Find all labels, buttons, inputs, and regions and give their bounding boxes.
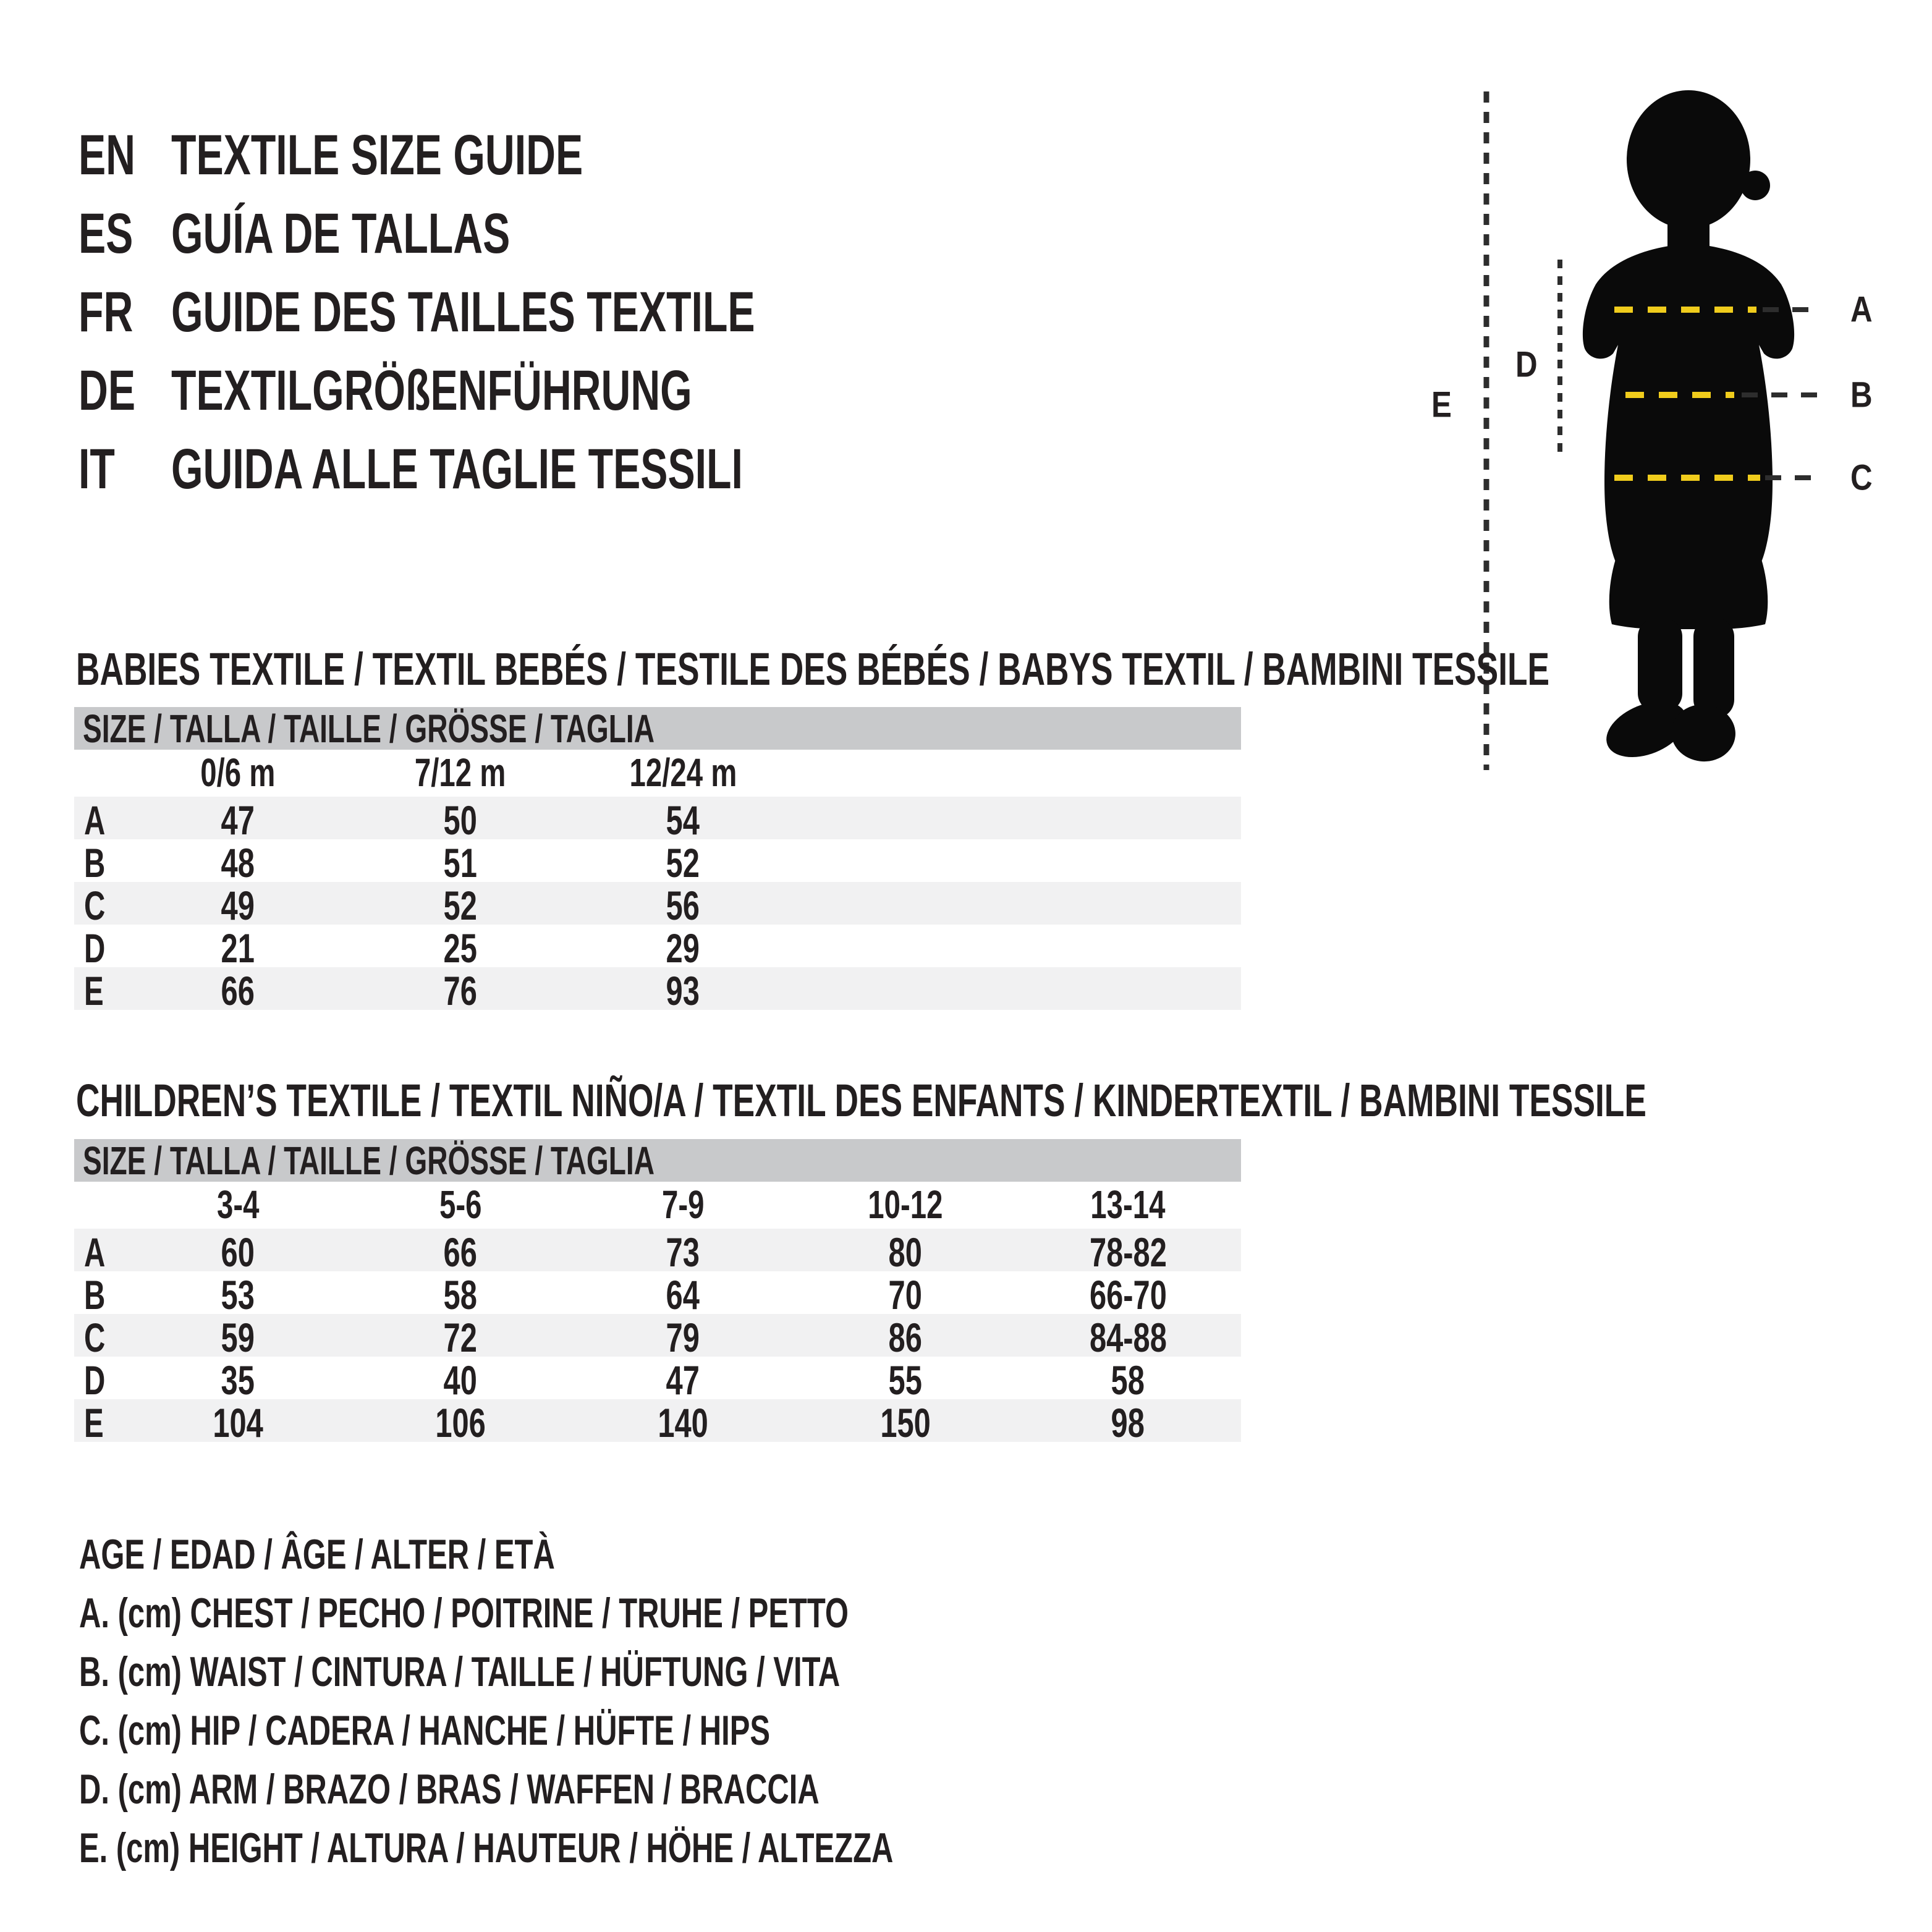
column-header (572, 750, 794, 798)
table-cell (572, 1399, 794, 1446)
table-cell-value: 55 (888, 1357, 923, 1403)
row-label: E (84, 1400, 104, 1446)
table-cell-value: 47 (221, 797, 255, 843)
table-cell (349, 1229, 572, 1276)
table-cell (349, 797, 572, 844)
legend-line-text: B. (cm) WAIST / CINTURA / TAILLE / HÜFTUNG / VITA (79, 1648, 841, 1695)
table-cell-value: 106 (435, 1400, 486, 1446)
table-cell-value: 59 (221, 1315, 255, 1360)
column-header-text: 13-14 (1090, 1182, 1166, 1227)
table-row-E (74, 967, 1241, 1014)
children-table-header-bar (74, 1139, 1241, 1182)
language-code: ES (78, 202, 133, 265)
column-header-text: 3-4 (216, 1182, 260, 1227)
table-cell (127, 1271, 349, 1318)
table-cell (572, 882, 794, 929)
table-cell-value: 66 (221, 968, 255, 1014)
guide-title-it: GUIDA ALLE TAGLIE TESSILI (171, 438, 743, 501)
table-cell (1017, 967, 1239, 1014)
table-cell (794, 839, 1017, 886)
table-cell-value: 150 (880, 1400, 931, 1446)
babies-section-title-text: BABIES TEXTILE / TEXTIL BEBÉS / TESTILE DES BÉBÉS / BABYS TEXTIL / BAMBINI TESSILE (76, 643, 1550, 695)
table-row-C (74, 1314, 1241, 1360)
row-label: E (84, 968, 104, 1014)
table-cell (1017, 1271, 1239, 1318)
table-cell-value: 48 (221, 840, 255, 886)
table-cell (794, 797, 1017, 844)
table-cell (572, 797, 794, 844)
label-waist: B (1850, 375, 1873, 415)
table-row-D (74, 925, 1241, 971)
table-cell-value: 58 (443, 1272, 478, 1318)
babies-table-column-headers (74, 750, 1241, 797)
column-header (127, 1182, 349, 1230)
language-code: EN (78, 124, 136, 187)
table-cell (127, 925, 349, 972)
babies-table-header: SIZE / TALLA / TAILLE / GRÖSSE / TAGLIA (83, 706, 655, 751)
row-label: B (84, 840, 106, 886)
children-section-title-text: CHILDREN’S TEXTILE / TEXTIL NIÑO/A / TEXTIL DES ENFANTS / KINDERTEXTIL / BAMBINI TESSILE (76, 1075, 1646, 1126)
legend-line-5 (79, 1819, 1210, 1878)
guide-title-de: TEXTILGRÖßENFÜHRUNG (171, 359, 692, 422)
table-cell-value: 80 (888, 1229, 923, 1275)
guide-title-en: TEXTILE SIZE GUIDE (171, 124, 583, 187)
babies-size-table (74, 706, 1241, 1014)
label-arm: D (1515, 344, 1538, 385)
table-cell (127, 1357, 349, 1404)
language-code: DE (78, 359, 136, 422)
table-cell-value: 25 (443, 925, 478, 971)
column-header-text: 0/6 m (200, 750, 276, 795)
table-row-B (74, 839, 1241, 886)
column-header-text: 12/24 m (629, 750, 737, 795)
column-header (127, 750, 349, 798)
children-table-header: SIZE / TALLA / TAILLE / GRÖSSE / TAGLIA (83, 1138, 655, 1183)
table-cell-value: 73 (666, 1229, 700, 1275)
table-cell-value: 93 (666, 968, 700, 1014)
children-size-table (74, 1138, 1241, 1446)
column-header (794, 750, 1017, 798)
table-cell-value: 49 (221, 883, 255, 928)
table-cell-value: 79 (666, 1315, 700, 1360)
label-chest: A (1850, 289, 1873, 330)
table-cell-value: 70 (888, 1272, 923, 1318)
legend-line-text: C. (cm) HIP / CADERA / HANCHE / HÜFTE / HIPS (79, 1707, 771, 1754)
column-header (1017, 1182, 1239, 1230)
table-cell (127, 967, 349, 1014)
table-cell (572, 1357, 794, 1404)
table-cell (1017, 882, 1239, 929)
table-cell-value: 56 (666, 883, 700, 928)
babies-table-rows (74, 797, 1241, 1014)
table-cell (1017, 1399, 1239, 1446)
row-label-cell (74, 1271, 127, 1318)
table-cell (1017, 839, 1239, 886)
table-cell-value: 98 (1111, 1400, 1145, 1446)
table-cell-value: 35 (221, 1357, 255, 1403)
row-label-cell (74, 1399, 127, 1446)
table-cell-value: 40 (443, 1357, 478, 1403)
table-row-D (74, 1357, 1241, 1403)
table-row-A (74, 797, 1241, 843)
table-cell (127, 839, 349, 886)
table-cell-value: 51 (443, 840, 478, 886)
table-row-A (74, 1229, 1241, 1275)
table-cell-value: 52 (666, 840, 700, 886)
row-label: D (84, 925, 106, 971)
legend-line-2 (79, 1643, 1136, 1701)
table-cell (572, 1314, 794, 1361)
table-cell (349, 1357, 572, 1404)
table-cell (349, 882, 572, 929)
row-label: A (84, 797, 106, 843)
row-label-cell (74, 839, 127, 886)
table-cell (572, 967, 794, 1014)
table-cell (1017, 925, 1239, 972)
column-header-text: 7/12 m (415, 750, 506, 795)
table-cell (572, 1271, 794, 1318)
legend-line-text: D. (cm) ARM / BRAZO / BRAS / WAFFEN / BRACCIA (79, 1766, 820, 1813)
table-cell (794, 882, 1017, 929)
table-cell-value: 86 (888, 1315, 923, 1360)
table-cell (1017, 1229, 1239, 1276)
table-cell-value: 47 (666, 1357, 700, 1403)
guide-title-fr: GUIDE DES TAILLES TEXTILE (171, 281, 755, 344)
table-row-B (74, 1271, 1241, 1318)
table-cell (794, 1271, 1017, 1318)
babies-table-header-bar (74, 707, 1241, 750)
table-cell-value: 52 (443, 883, 478, 928)
table-cell-value: 53 (221, 1272, 255, 1318)
row-label-cell (74, 925, 127, 972)
table-cell (1017, 1314, 1239, 1361)
table-cell (127, 797, 349, 844)
legend-line-3 (79, 1701, 1039, 1760)
column-header-spacer (74, 1182, 127, 1230)
row-label-cell (74, 1229, 127, 1276)
table-cell (794, 1399, 1017, 1446)
table-cell (349, 1399, 572, 1446)
table-cell-value: 64 (666, 1272, 700, 1318)
table-cell (794, 1229, 1017, 1276)
table-cell-value: 104 (213, 1400, 263, 1446)
legend-line-text: AGE / EDAD / ÂGE / ALTER / ETÀ (79, 1531, 555, 1578)
row-label: C (84, 1315, 106, 1360)
table-cell (1017, 797, 1239, 844)
column-header-text: 10-12 (868, 1182, 943, 1227)
table-cell (349, 925, 572, 972)
language-code: IT (78, 438, 115, 501)
language-title-list (78, 116, 1253, 512)
table-cell (127, 1229, 349, 1276)
table-row-E (74, 1399, 1241, 1446)
column-header (1017, 750, 1239, 798)
legend-line-4 (79, 1760, 1107, 1819)
table-cell (572, 925, 794, 972)
table-row-C (74, 882, 1241, 928)
table-cell-value: 54 (666, 797, 700, 843)
column-header-spacer (74, 750, 127, 798)
table-cell-value: 58 (1111, 1357, 1145, 1403)
table-cell (794, 1357, 1017, 1404)
table-cell-value: 21 (221, 925, 255, 971)
table-cell-value: 66 (443, 1229, 478, 1275)
row-label-cell (74, 967, 127, 1014)
table-cell (349, 839, 572, 886)
table-cell (794, 967, 1017, 1014)
legend-line-text: A. (cm) CHEST / PECHO / POITRINE / TRUHE / PETTO (79, 1590, 849, 1637)
row-label-cell (74, 797, 127, 844)
column-header-text: 5-6 (439, 1182, 482, 1227)
table-cell (127, 1314, 349, 1361)
babies-section-title (76, 643, 1932, 695)
table-cell-value: 72 (443, 1315, 478, 1360)
row-label: B (84, 1272, 106, 1318)
legend-line-text: E. (cm) HEIGHT / ALTURA / HAUTEUR / HÖHE / ALTEZZA (79, 1824, 894, 1871)
label-hip: C (1850, 457, 1873, 498)
table-cell (349, 1271, 572, 1318)
guide-title-es: GUÍA DE TALLAS (171, 202, 511, 265)
table-cell (1017, 1357, 1239, 1404)
table-cell (572, 839, 794, 886)
language-code: FR (78, 281, 133, 344)
column-header (794, 1182, 1017, 1230)
table-cell (349, 1314, 572, 1361)
children-table-rows (74, 1229, 1241, 1446)
row-label: D (84, 1357, 106, 1403)
table-cell-value: 60 (221, 1229, 255, 1275)
table-cell (572, 1229, 794, 1276)
row-label-cell (74, 1357, 127, 1404)
table-cell (349, 967, 572, 1014)
table-cell-value: 66-70 (1089, 1272, 1167, 1318)
table-cell (794, 1314, 1017, 1361)
legend-line-0 (79, 1525, 740, 1584)
row-label: C (84, 883, 106, 928)
column-header (349, 750, 572, 798)
table-cell-value: 50 (443, 797, 478, 843)
label-height: E (1431, 384, 1452, 425)
table-cell-value: 76 (443, 968, 478, 1014)
column-header-text: 7-9 (661, 1182, 705, 1227)
table-cell (127, 1399, 349, 1446)
legend-line-1 (79, 1584, 1148, 1643)
table-cell-value: 84-88 (1089, 1315, 1167, 1360)
row-label: A (84, 1229, 106, 1275)
children-section-title (76, 1075, 1932, 1126)
table-cell-value: 29 (666, 925, 700, 971)
column-header (572, 1182, 794, 1230)
children-table-column-headers (74, 1182, 1241, 1229)
table-cell-value: 78-82 (1089, 1229, 1167, 1275)
table-cell-value: 140 (658, 1400, 708, 1446)
table-cell (794, 925, 1017, 972)
row-label-cell (74, 882, 127, 929)
table-cell (127, 882, 349, 929)
column-header (349, 1182, 572, 1230)
row-label-cell (74, 1314, 127, 1361)
